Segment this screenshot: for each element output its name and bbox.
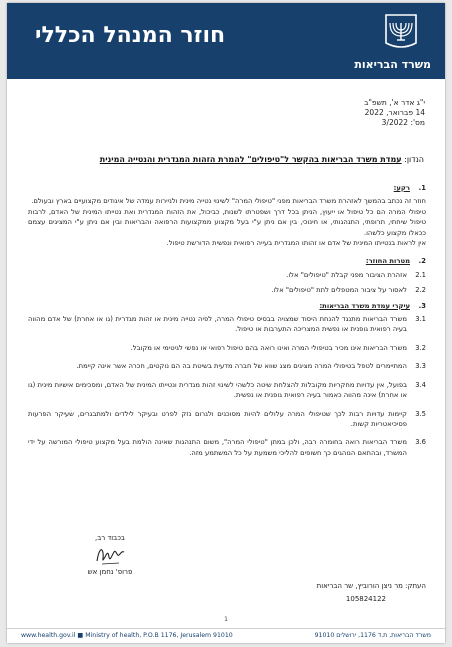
list-item	[28, 270, 426, 280]
footer-english: www.health.gov.il ■ Ministry of health, P.O.B 1176, Jerusalem 91010	[21, 632, 233, 639]
page-footer	[7, 628, 445, 643]
paragraph: טיפולי המרה הם כל טיפול או ייעוץ, הניתן בכל דרך ושפטרתו לשנות, כביכול, את הזהות המגדרית ואת נטייתו המינית של האדם, לרבות טיפול שיחתי, תרופתי, התנהגותי, או חינוכי, בין אם ניתן ע"י בעל מקצוע ממקצועות הרפואה והבריאות ובין אם ניתן ע"י המציגים עצמם ככאלו מקצוע כלשהו.	[28, 207, 426, 237]
list-item	[28, 437, 426, 458]
list-item	[28, 361, 426, 371]
cc-block	[317, 580, 426, 606]
item-text: קיימות עדויות רבות לכך שטיפולי המרה עלולים להיות מסוכנים ולגרום נזק לפרט ובעיקר לילדים ולמתבגרים, שעיקר הפרעות פסיכיאטריות קשות.	[28, 409, 407, 428]
section-title: עיקרי עמדת משרד הבריאות:	[319, 301, 410, 310]
page-title: חוזר המנהל הכללי	[35, 23, 226, 48]
item-number: 3.1	[415, 315, 426, 324]
circular-document	[7, 3, 445, 643]
item-text: אזהרת הציבור מפני קבלת "טיפולים" אלו.	[286, 270, 407, 279]
hebrew-date: י"ג אדר א', תשפ"ב	[364, 98, 425, 107]
letterhead-banner	[7, 3, 445, 79]
circular-number: מס': 3/2022	[381, 118, 425, 127]
section-position	[28, 301, 426, 458]
paragraph: אין לראות בנטייתו המינית של אדם או זהותו המגדרית בעייה רפואית ונפשית הדורשת טיפול.	[166, 239, 426, 248]
list-item	[28, 380, 426, 401]
section-title: מטרות החוזר:	[365, 257, 410, 266]
list-item	[28, 409, 426, 430]
section-number: 1.	[418, 184, 426, 192]
item-text: בפועל, אין עדויות מחקריות מקובלות להצלחת שיטה כלשהי לשינוי זהות מגדרית ונטייתו המינית של האדם, ומסכימים אישיות מינית (גו או אחרת) אינה מהווה כאמור בעיה רפואית גופנית או נפשית.	[28, 380, 407, 400]
item-number: 2.2	[415, 286, 426, 295]
item-text: משרד הבריאות אינו מכיר בטיפולי המרה ואינו רואה בהם טיפול רפואי או נפשי לגיטימי או מקובל.	[130, 343, 407, 352]
item-text: לאסור על ציבור המטפלים לתת "טיפולים" אלו.	[271, 286, 407, 295]
closing-line: בכבוד רב,	[95, 534, 125, 542]
item-text: המתיימרים לטפל בטיפולי המרה מציגים מצג שווא של חברה מדעית בשיטת בה הם נוקטים, חכרה אשר אינה קיימת.	[76, 362, 407, 371]
list-item	[28, 285, 426, 295]
cc-line: העתק: מר ניצן הורוביץ, שר הבריאות	[316, 582, 426, 590]
item-number: 3.4	[415, 380, 426, 389]
section-heading	[28, 183, 426, 193]
item-number: 3.3	[415, 362, 426, 371]
item-number: 3.6	[415, 438, 426, 447]
item-number: 3.2	[415, 343, 426, 352]
signer-name: פרופ' נחמן אש	[87, 568, 133, 576]
page-number: 1	[224, 616, 228, 623]
section-heading	[28, 301, 426, 311]
item-text: משרד הבריאות רואה בחומרה רבה, ולכן במתן "טיפולי המרה", משום התנהגות שאינה הולמת בעל מקצוע טיפולי המורשה על ידי המשרד, ובהתאם הנוהגים כך חשופים להליכי משמעת על כל המשתמע מזה.	[28, 438, 407, 457]
subject-value: עמדת משרד הבריאות בהקשר ל"טיפולים" להמרת הזהות המגדרית והנטייה המינית	[99, 155, 402, 164]
item-number: 2.1	[415, 270, 426, 279]
list-item	[28, 314, 426, 335]
section-goals	[28, 256, 426, 295]
subject-line	[27, 155, 424, 164]
subject-label: הנדון:	[404, 155, 424, 164]
section-number: 3.	[418, 301, 426, 310]
ministry-name: משרד הבריאות	[354, 58, 431, 71]
section-number: 2.	[418, 257, 426, 266]
document-meta	[364, 98, 425, 128]
menorah-emblem-icon	[383, 13, 419, 51]
footer-hebrew: משרד הבריאות, ת.ד 1176, ירושלים 91010	[314, 632, 431, 639]
paragraph: חוזר זה נכתב בהמשך לאזהרת משרד הבריאות מפני "טיפולי המרה" לשינוי נטייה מינית ולניירות עמדה של איגודים מקצועיים בארץ ובעולם.	[31, 197, 426, 206]
item-text: משרד הבריאות מתנגד להנחת היסוד שמצויה בבסיס טיפולי המרה, לפיה נטייה מינית או זהות מגדרית (גו או אחרת) של אדם מהווה בעיה רפואית גופנית או נפשית המצריכה התערבות או טיפול.	[28, 315, 407, 334]
document-code: 105824122	[345, 595, 386, 603]
signature-block	[75, 533, 145, 577]
section-heading	[28, 256, 426, 266]
document-body	[28, 183, 426, 466]
section-title: רקע:	[393, 184, 410, 192]
section-background	[28, 183, 426, 248]
list-item	[28, 343, 426, 353]
item-number: 3.5	[415, 409, 426, 418]
handwritten-signature-icon	[93, 543, 127, 567]
gregorian-date: 14 פברואר, 2022	[364, 108, 425, 117]
